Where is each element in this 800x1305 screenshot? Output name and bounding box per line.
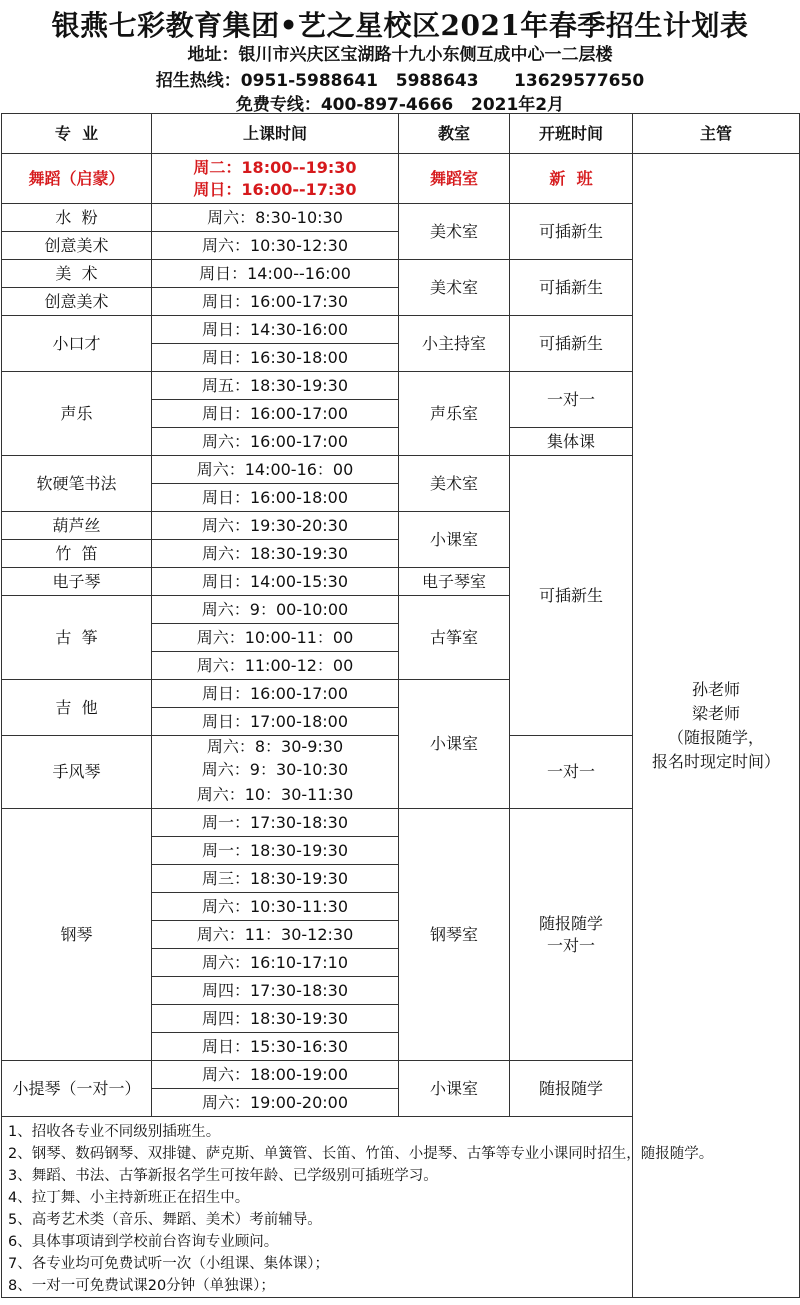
room-cell: 钢琴室 (399, 809, 510, 1061)
start-cell: 新 班 (510, 154, 633, 204)
subject-cell: 创意美术 (2, 288, 152, 316)
time-cell: 周六：16:00-17:00 (152, 428, 399, 456)
free-line: 免费专线：400-897-4666 2021年2月 (235, 95, 565, 115)
subject-cell: 水 粉 (2, 204, 152, 232)
note-item: 7、各专业均可免费试听一次（小组课、集体课）； (8, 1256, 329, 1272)
room-cell: 声乐室 (399, 372, 510, 456)
subject-cell: 古 筝 (2, 596, 152, 680)
time-cell: 周六：18:00-19:00 (152, 1061, 399, 1089)
subject-cell: 吉 他 (2, 680, 152, 736)
time-cell: 周六：18:30-19:30 (152, 540, 399, 568)
table-row (2, 154, 800, 204)
room-cell: 电子琴室 (399, 568, 510, 596)
room-cell: 小课室 (399, 1061, 510, 1117)
manager-line: （随报随学， (667, 727, 764, 747)
time-cell: 周六：11:00-12：00 (152, 652, 399, 680)
start-line: 一对一 (546, 935, 595, 955)
start-cell: 集体课 (510, 428, 633, 456)
time-cell: 周六：14:00-16：00 (152, 456, 399, 484)
time-cell: 周六：8:30-10:30 (152, 204, 399, 232)
start-cell: 一对一 (510, 372, 633, 428)
time-cell: 周日：16:00-17:00 (152, 400, 399, 428)
time-cell: 周日：14:00--16:00 (152, 260, 399, 288)
room-cell: 古筝室 (399, 596, 510, 680)
subject-cell: 小口才 (2, 316, 152, 372)
time-cell: 周六：19:00-20:00 (152, 1089, 399, 1117)
start-line: 随报随学 (538, 913, 603, 933)
time-line: 周二：18:00--19:30 (193, 157, 357, 177)
time-cell: 周六：9：30-10:30 (152, 759, 399, 782)
time-cell: 周日：17:00-18:00 (152, 708, 399, 736)
note-item: 4、拉丁舞、小主持新班正在招生中。 (8, 1190, 250, 1206)
time-cell: 周一：18:30-19:30 (152, 837, 399, 865)
note-item: 5、高考艺术类（音乐、舞蹈、美术）考前辅导。 (8, 1212, 322, 1228)
start-cell: 可插新生 (510, 204, 633, 260)
page-title: 银燕七彩教育集团•艺之星校区2021年春季招生计划表 (51, 9, 749, 42)
col-header-subject: 专 业 (2, 114, 152, 154)
time-cell: 周日：15:30-16:30 (152, 1033, 399, 1061)
time-cell: 周六：10：30-11:30 (152, 782, 399, 809)
time-cell: 周日：16:30-18:00 (152, 344, 399, 372)
document-header (0, 0, 800, 113)
time-cell: 周四：17:30-18:30 (152, 977, 399, 1005)
time-cell: 周日：16:00-17:00 (152, 680, 399, 708)
subject-cell: 声乐 (2, 372, 152, 456)
time-cell: 周日：14:00-15:30 (152, 568, 399, 596)
time-cell: 周六：10:30-11:30 (152, 893, 399, 921)
time-cell: 周六：9：00-10:00 (152, 596, 399, 624)
time-cell (152, 154, 399, 204)
col-header-time: 上课时间 (152, 114, 399, 154)
time-cell: 周三：18:30-19:30 (152, 865, 399, 893)
subject-cell: 电子琴 (2, 568, 152, 596)
subject-cell: 小提琴（一对一） (2, 1061, 152, 1117)
note-item: 1、招收各专业不同级别插班生。 (8, 1124, 221, 1140)
time-cell: 周日：16:00-17:30 (152, 288, 399, 316)
subject-cell: 竹 笛 (2, 540, 152, 568)
subject-cell: 软硬笔书法 (2, 456, 152, 512)
subject-cell: 葫芦丝 (2, 512, 152, 540)
time-cell: 周六：16:10-17:10 (152, 949, 399, 977)
subject-cell: 钢琴 (2, 809, 152, 1061)
time-cell: 周日：16:00-18:00 (152, 484, 399, 512)
time-cell: 周一：17:30-18:30 (152, 809, 399, 837)
address-line: 地址：银川市兴庆区宝湖路十九小东侧互成中心一二层楼 (187, 45, 613, 65)
time-cell: 周六：19:30-20:30 (152, 512, 399, 540)
manager-line: 梁老师 (691, 703, 740, 723)
start-cell (510, 809, 633, 1061)
col-header-room: 教室 (399, 114, 510, 154)
notes-row (2, 1117, 800, 1298)
start-cell: 一对一 (510, 736, 633, 809)
room-cell: 小课室 (399, 512, 510, 568)
time-cell: 周四：18:30-19:30 (152, 1005, 399, 1033)
start-cell: 可插新生 (510, 260, 633, 316)
time-cell: 周六：8：30-9:30 (152, 736, 399, 759)
manager-line: 报名时现定时间） (651, 751, 780, 771)
subject-cell: 创意美术 (2, 232, 152, 260)
note-item: 6、具体事项请到学校前台咨询专业顾问。 (8, 1234, 279, 1250)
time-cell: 周六：10:00-11：00 (152, 624, 399, 652)
manager-line: 孙老师 (691, 679, 740, 699)
notes-cell (2, 1117, 800, 1298)
room-cell: 美术室 (399, 456, 510, 512)
start-cell: 可插新生 (510, 316, 633, 372)
start-cell: 可插新生 (510, 456, 633, 736)
time-line: 周日：16:00--17:30 (193, 179, 357, 199)
room-cell: 小主持室 (399, 316, 510, 372)
subject-cell: 手风琴 (2, 736, 152, 809)
col-header-start: 开班时间 (510, 114, 633, 154)
schedule-table (1, 113, 800, 1298)
note-item: 3、舞蹈、书法、古筝新报名学生可按年龄、已学级别可插班学习。 (8, 1168, 438, 1184)
room-cell: 舞蹈室 (399, 154, 510, 204)
start-cell: 随报随学 (510, 1061, 633, 1117)
subject-cell: 舞蹈（启蒙） (2, 154, 152, 204)
time-cell: 周日：14:30-16:00 (152, 316, 399, 344)
room-cell: 小课室 (399, 680, 510, 809)
time-cell: 周六：10:30-12:30 (152, 232, 399, 260)
note-item: 2、钢琴、数码钢琴、双排键、萨克斯、单簧管、长笛、竹笛、小提琴、古筝等专业小课同时招生，随报随学。 (8, 1146, 714, 1162)
hotline-line: 招生热线：0951-5988641 5988643 13629577650 (155, 71, 645, 91)
room-cell: 美术室 (399, 260, 510, 316)
col-header-manager: 主管 (633, 114, 800, 154)
note-item: 8、一对一可免费试课20分钟（单独课）； (8, 1278, 275, 1294)
time-cell: 周五：18:30-19:30 (152, 372, 399, 400)
room-cell: 美术室 (399, 204, 510, 260)
subject-cell: 美 术 (2, 260, 152, 288)
time-cell: 周六：11：30-12:30 (152, 921, 399, 949)
table-header-row (2, 114, 800, 154)
